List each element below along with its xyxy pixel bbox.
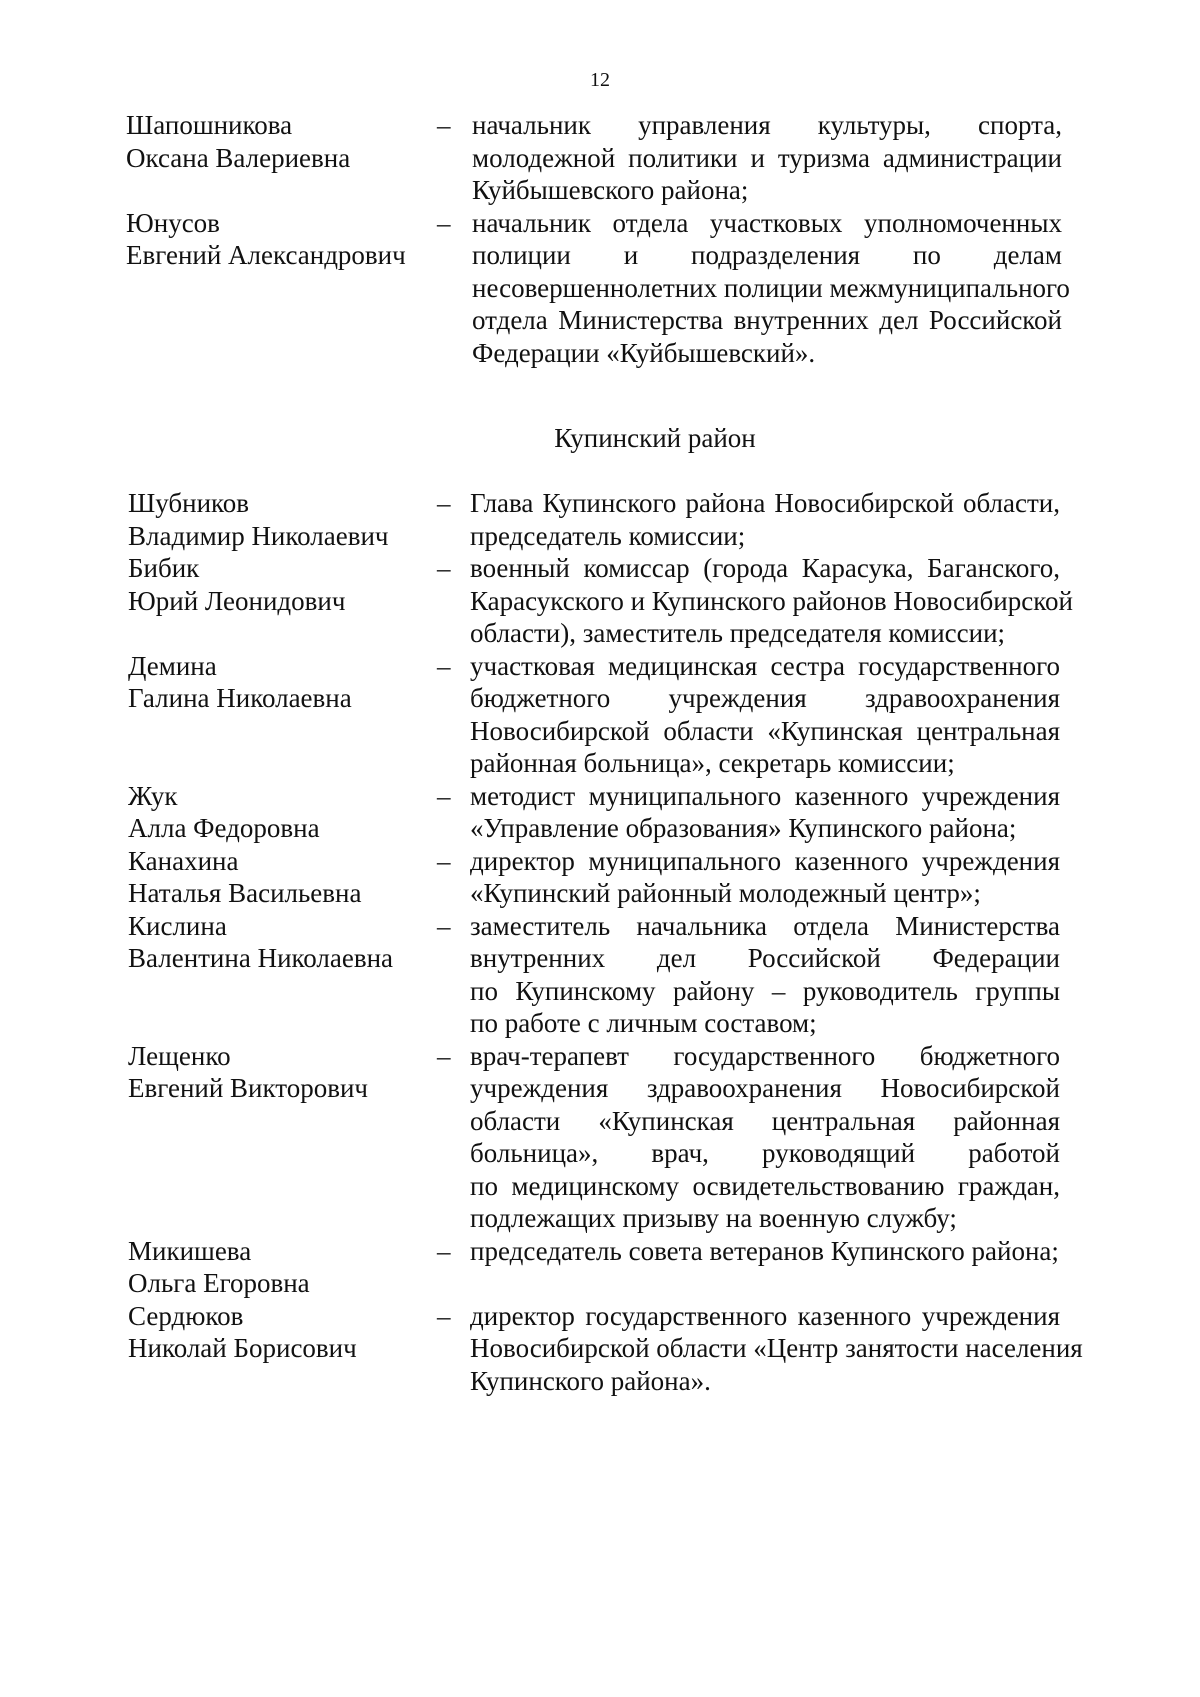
dash-separator: – — [437, 207, 451, 238]
member-position — [470, 650, 1060, 780]
position-line: внутренних дел Российской Федерации — [470, 943, 1060, 973]
dash-separator: – — [437, 910, 451, 941]
member-entry — [0, 109, 1200, 207]
member-given-names: Владимир Николаевич — [128, 520, 389, 551]
member-surname: Микишева — [128, 1235, 252, 1266]
member-given-names: Евгений Викторович — [128, 1073, 368, 1103]
position-line: Купинского района». — [470, 1365, 711, 1396]
member-surname: Юнусов — [126, 207, 220, 238]
position-line: «Управление образования» Купинского района; — [470, 813, 1017, 843]
member-position — [470, 1300, 1083, 1398]
dash-separator: – — [437, 780, 451, 811]
member-given-names: Галина Николаевна — [128, 683, 352, 713]
member-entry — [0, 1040, 1200, 1235]
member-name — [128, 650, 458, 715]
member-surname: Сердюков — [128, 1300, 244, 1331]
position-line: начальник управления культуры, спорта, — [472, 110, 1062, 140]
dash-separator: – — [437, 110, 451, 140]
member-name — [128, 780, 458, 845]
dash-separator: – — [437, 1235, 451, 1266]
member-position — [470, 845, 1060, 910]
position-line: директор государственного казенного учреждения — [470, 1300, 1060, 1331]
position-line: председатель совета ветеранов Купинского района; — [470, 1235, 1059, 1266]
position-line: подлежащих призыву на военную службу; — [470, 1203, 957, 1233]
member-name — [126, 207, 456, 272]
member-given-names: Валентина Николаевна — [128, 943, 394, 973]
member-position — [472, 207, 1070, 370]
member-position — [470, 487, 1060, 552]
member-surname: Кислина — [128, 910, 227, 941]
member-surname: Шубников — [128, 488, 250, 518]
member-entry — [0, 1235, 1200, 1300]
member-given-names: Алла Федоровна — [128, 813, 320, 843]
position-line: несовершеннолетних полиции межмуниципального — [472, 272, 1070, 303]
member-name — [128, 487, 458, 552]
position-line: по медицинскому освидетельствованию граждан, — [470, 1170, 1060, 1201]
member-name — [128, 845, 458, 910]
member-surname: Жук — [128, 780, 178, 811]
member-given-names: Ольга Егоровна — [128, 1268, 310, 1298]
position-line: учреждения здравоохранения Новосибирской — [470, 1073, 1060, 1103]
member-position — [470, 1040, 1060, 1235]
position-line: военный комиссар (города Карасука, Баганского, — [470, 553, 1060, 583]
member-name — [128, 1235, 458, 1300]
position-line: по Купинскому району – руководитель группы — [470, 975, 1060, 1006]
position-line: председатель комиссии; — [470, 520, 746, 551]
position-line: Новосибирской области «Купинская центральная — [470, 715, 1060, 746]
member-entry — [0, 1300, 1200, 1398]
member-given-names: Юрий Леонидович — [128, 585, 346, 616]
member-given-names: Евгений Александрович — [126, 240, 406, 270]
member-entry — [0, 845, 1200, 910]
position-line: врач-терапевт государственного бюджетного — [470, 1040, 1060, 1071]
member-name — [126, 109, 456, 174]
member-entry — [0, 207, 1200, 370]
member-given-names: Оксана Валериевна — [126, 142, 351, 173]
position-line: районная больница», секретарь комиссии; — [470, 748, 955, 778]
member-surname: Демина — [128, 650, 217, 681]
position-line: Глава Купинского района Новосибирской области, — [470, 488, 1060, 518]
position-line: «Купинский районный молодежный центр»; — [470, 878, 981, 908]
member-position — [470, 552, 1073, 650]
member-entry — [0, 552, 1200, 650]
position-line: начальник отдела участковых уполномоченных — [472, 207, 1062, 238]
position-line: заместитель начальника отдела Министерства — [470, 910, 1060, 941]
entries-list-section-b — [0, 487, 1200, 1397]
dash-separator: – — [437, 553, 451, 583]
position-line: больница», врач, руководящий работой — [470, 1138, 1060, 1168]
member-entry — [0, 487, 1200, 552]
position-line: Федерации «Куйбышевский». — [472, 337, 816, 368]
position-line: отдела Министерства внутренних дел Российской — [472, 305, 1062, 335]
member-surname: Бибик — [128, 553, 200, 583]
member-surname: Лещенко — [128, 1040, 231, 1071]
position-line: области «Купинская центральная районная — [470, 1105, 1060, 1136]
section-title: Купинский район — [554, 423, 756, 453]
dash-separator: – — [437, 650, 451, 681]
position-line: полиции и подразделения по делам — [472, 240, 1062, 270]
member-name — [128, 910, 458, 975]
position-line: области), заместитель председателя комиссии; — [470, 618, 1006, 648]
member-name — [128, 552, 458, 617]
member-position — [470, 910, 1060, 1040]
member-given-names: Николай Борисович — [128, 1333, 357, 1363]
member-entry — [0, 780, 1200, 845]
member-given-names: Наталья Васильевна — [128, 878, 362, 908]
member-name — [128, 1040, 458, 1105]
position-line: методист муниципального казенного учреждения — [470, 780, 1060, 811]
member-position — [470, 780, 1060, 845]
member-position — [472, 109, 1062, 207]
position-line: Новосибирской области «Центр занятости населения — [470, 1333, 1083, 1363]
position-line: молодежной политики и туризма администрации — [472, 142, 1062, 173]
member-position — [470, 1235, 1060, 1268]
dash-separator: – — [437, 488, 451, 518]
member-entry — [0, 650, 1200, 780]
dash-separator: – — [437, 1300, 451, 1331]
position-line: участковая медицинская сестра государственного — [470, 650, 1060, 681]
member-surname: Шапошникова — [126, 110, 293, 140]
page-number: 12 — [590, 69, 610, 91]
dash-separator: – — [437, 845, 451, 876]
position-line: Куйбышевского района; — [472, 175, 749, 205]
entries-list-section-a — [0, 109, 1200, 369]
position-line: бюджетного учреждения здравоохранения — [470, 683, 1060, 713]
dash-separator: – — [437, 1040, 451, 1071]
member-name — [128, 1300, 458, 1365]
position-line: директор муниципального казенного учреждения — [470, 845, 1060, 876]
member-surname: Канахина — [128, 845, 239, 876]
position-line: по работе с личным составом; — [470, 1008, 817, 1038]
member-entry — [0, 910, 1200, 1040]
position-line: Карасукского и Купинского районов Новосибирской — [470, 585, 1073, 616]
